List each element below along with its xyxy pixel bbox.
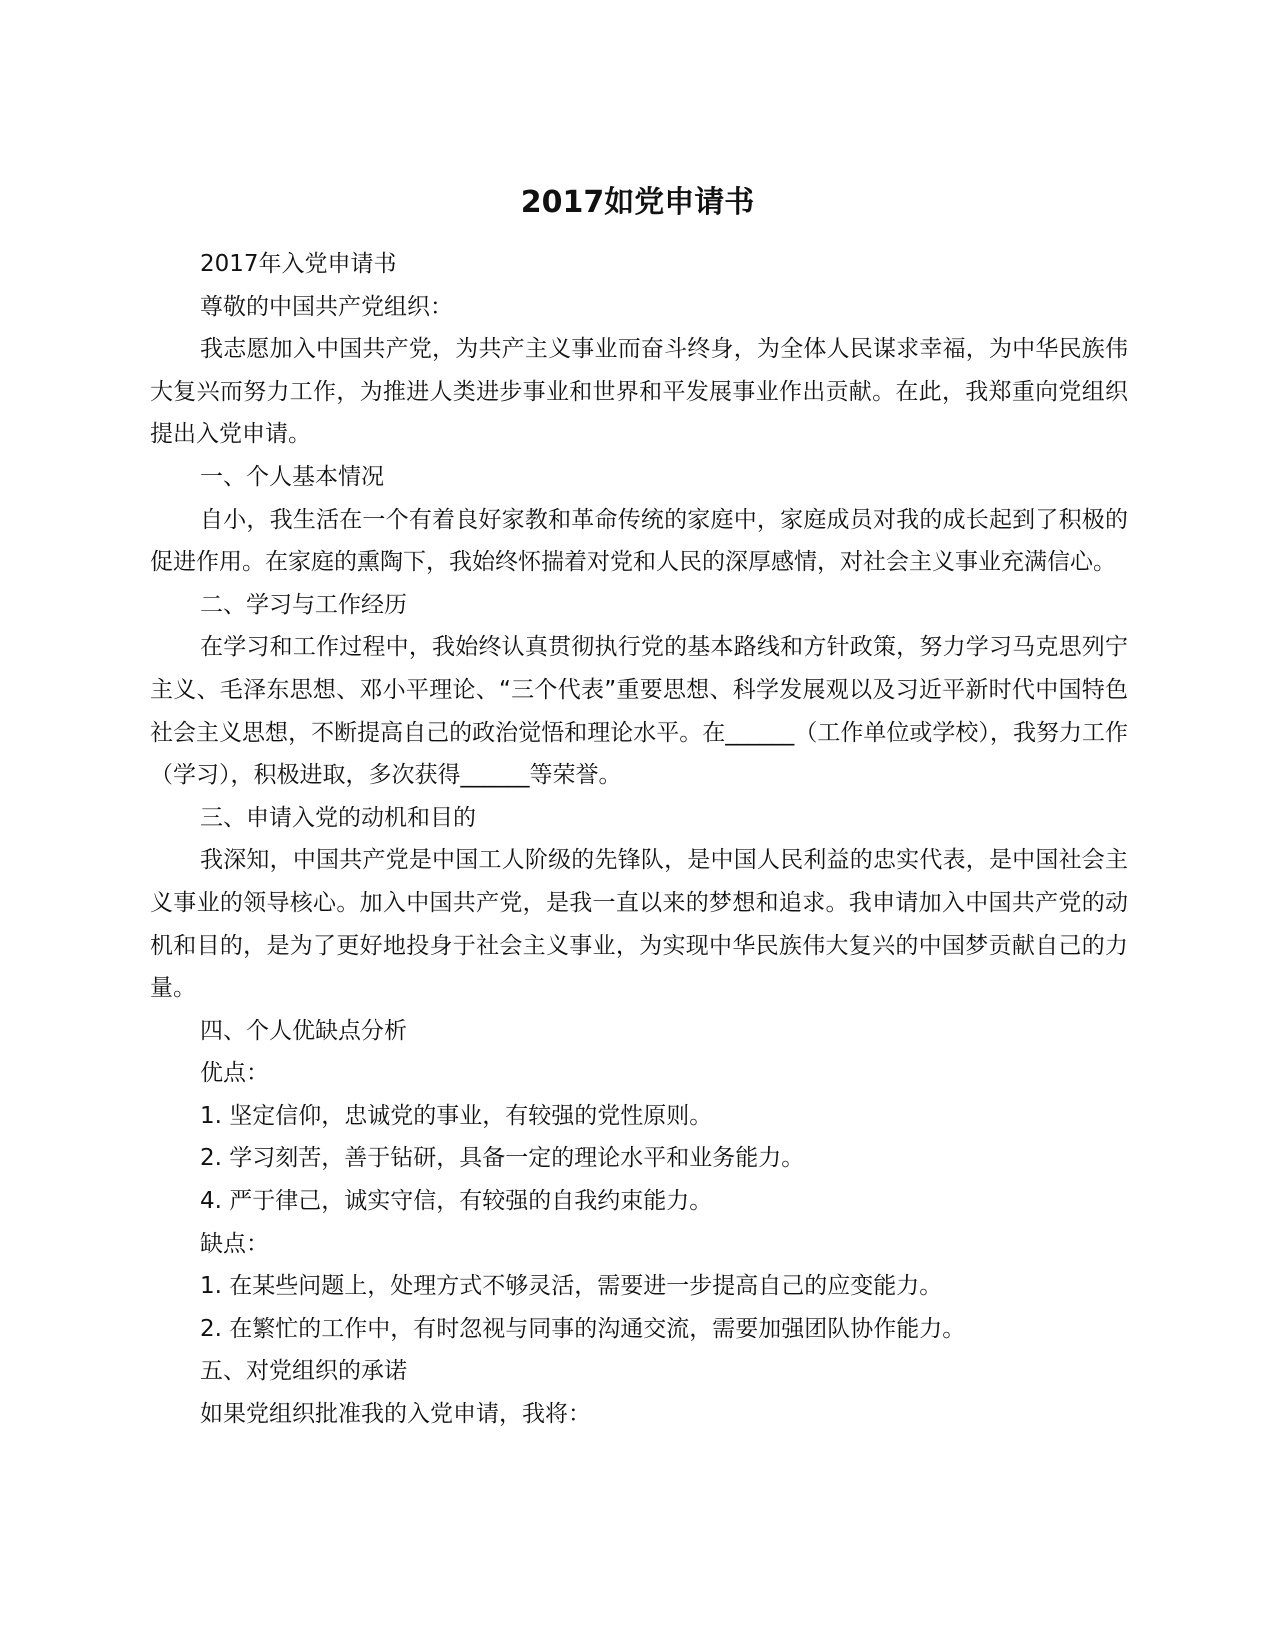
section-heading-2: 二、学习与工作经历 [200, 591, 407, 618]
section-heading-4: 四、个人优缺点分析 [200, 1017, 407, 1044]
section-heading-1: 一、个人基本情况 [200, 463, 384, 490]
strength-item-1: 1. 坚定信仰，忠诚党的事业，有较强的党性原则。 [200, 1102, 713, 1129]
weaknesses-label: 缺点： [200, 1230, 269, 1257]
document-title: 2017如党申请书 [520, 185, 755, 220]
document-body [150, 243, 1128, 1436]
section-paragraph-2: 在学习和工作过程中，我始终认真贯彻执行党的基本路线和方针政策，努力学习马克思列宁主义、毛泽东思想、邓小平理论、“三个代表”重要思想、科学发展观以及习近平新时代中国特色社会主义思想，不断提高自己的政治觉悟和理论水平。在______（工作单位或学校），我努力工作（学习），积极进取，多次获得______等荣誉。 [150, 634, 1128, 789]
weakness-item-1: 1. 在某些问题上，处理方式不够灵活，需要进一步提高自己的应变能力。 [200, 1273, 943, 1300]
weakness-item-2: 2. 在繁忙的工作中，有时忽视与同事的沟通交流，需要加强团队协作能力。 [200, 1315, 966, 1342]
commitment-intro: 如果党组织批准我的入党申请，我将： [200, 1401, 591, 1428]
salutation: 尊敬的中国共产党组织： [200, 293, 453, 320]
section-paragraph-3: 我深知，中国共产党是中国工人阶级的先锋队，是中国人民利益的忠实代表，是中国社会主义事业的领导核心。加入中国共产党，是我一直以来的梦想和追求。我申请加入中国共产党的动机和目的，是为了更好地投身于社会主义事业，为实现中华民族伟大复兴的中国梦贡献自己的力量。 [150, 847, 1128, 1002]
greeting-heading: 2017年入党申请书 [200, 251, 397, 277]
section-heading-5: 五、对党组织的承诺 [200, 1358, 407, 1385]
strengths-label: 优点： [200, 1060, 269, 1087]
intro-paragraph: 我志愿加入中国共产党，为共产主义事业而奋斗终身，为全体人民谋求幸福，为中华民族伟大复兴而努力工作，为推进人类进步事业和世界和平发展事业作出贡献。在此，我郑重向党组织提出入党申请。 [150, 336, 1128, 448]
strength-item-2: 2. 学习刻苦，善于钻研，具备一定的理论水平和业务能力。 [200, 1145, 805, 1172]
section-paragraph-1: 自小，我生活在一个有着良好家教和革命传统的家庭中，家庭成员对我的成长起到了积极的促进作用。在家庭的熏陶下，我始终怀揣着对党和人民的深厚感情，对社会主义事业充满信心。 [150, 506, 1128, 576]
strength-item-4: 4. 严于律己，诚实守信，有较强的自我约束能力。 [200, 1188, 713, 1215]
section-heading-3: 三、申请入党的动机和目的 [200, 804, 476, 831]
